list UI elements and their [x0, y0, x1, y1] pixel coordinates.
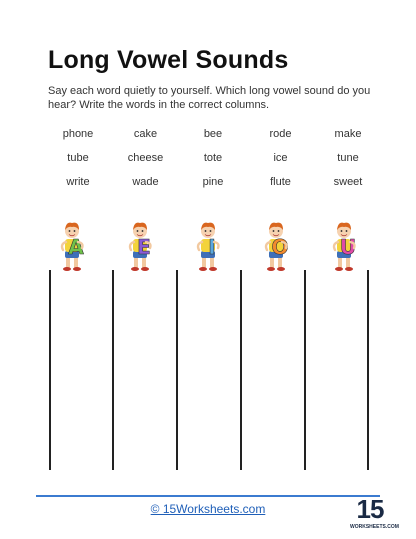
word: ice	[273, 152, 288, 164]
column-divider	[367, 270, 369, 470]
copyright-link[interactable]: © 15Worksheets.com	[150, 502, 266, 516]
page-title: Long Vowel Sounds	[48, 46, 289, 74]
word: tube	[67, 152, 89, 164]
word: wade	[132, 176, 159, 188]
vowel-letter: U	[339, 235, 357, 259]
logo-text: WORKSHEETS.COM	[350, 524, 399, 530]
word-bank	[48, 128, 378, 200]
vowel-characters	[46, 218, 386, 274]
word-row	[48, 176, 378, 200]
instructions: Say each word quietly to yourself. Which long vowel sound do you hear? Write the words in the correct columns.	[48, 85, 371, 111]
kid-holding-u-icon	[326, 218, 362, 272]
answer-columns	[0, 270, 416, 470]
word-row	[48, 152, 378, 176]
kid-holding-e-icon	[122, 218, 158, 272]
vowel-letter: I	[208, 235, 216, 259]
word: write	[66, 176, 90, 188]
word: make	[334, 128, 362, 140]
column-divider	[240, 270, 242, 470]
word: bee	[203, 128, 223, 140]
kid-holding-a-icon	[54, 218, 90, 272]
vowel-letter: O	[271, 235, 289, 259]
word: cake	[133, 128, 158, 140]
word: rode	[269, 128, 292, 140]
footer-divider	[36, 495, 380, 497]
word: tote	[203, 152, 223, 164]
vowel-letter: E	[137, 235, 151, 259]
site-logo	[350, 494, 399, 534]
word: phone	[62, 128, 94, 140]
word: flute	[270, 176, 291, 188]
logo-number: 15	[356, 494, 384, 524]
word: sweet	[333, 176, 363, 188]
vowel-letter: A	[68, 235, 84, 259]
kid-holding-o-icon	[258, 218, 294, 272]
word: tune	[337, 152, 359, 164]
kid-holding-i-icon	[190, 218, 226, 272]
column-divider	[304, 270, 306, 470]
column-divider	[176, 270, 178, 470]
word: pine	[202, 176, 224, 188]
column-divider	[49, 270, 51, 470]
column-divider	[112, 270, 114, 470]
word: cheese	[127, 152, 164, 164]
word-row	[48, 128, 378, 152]
